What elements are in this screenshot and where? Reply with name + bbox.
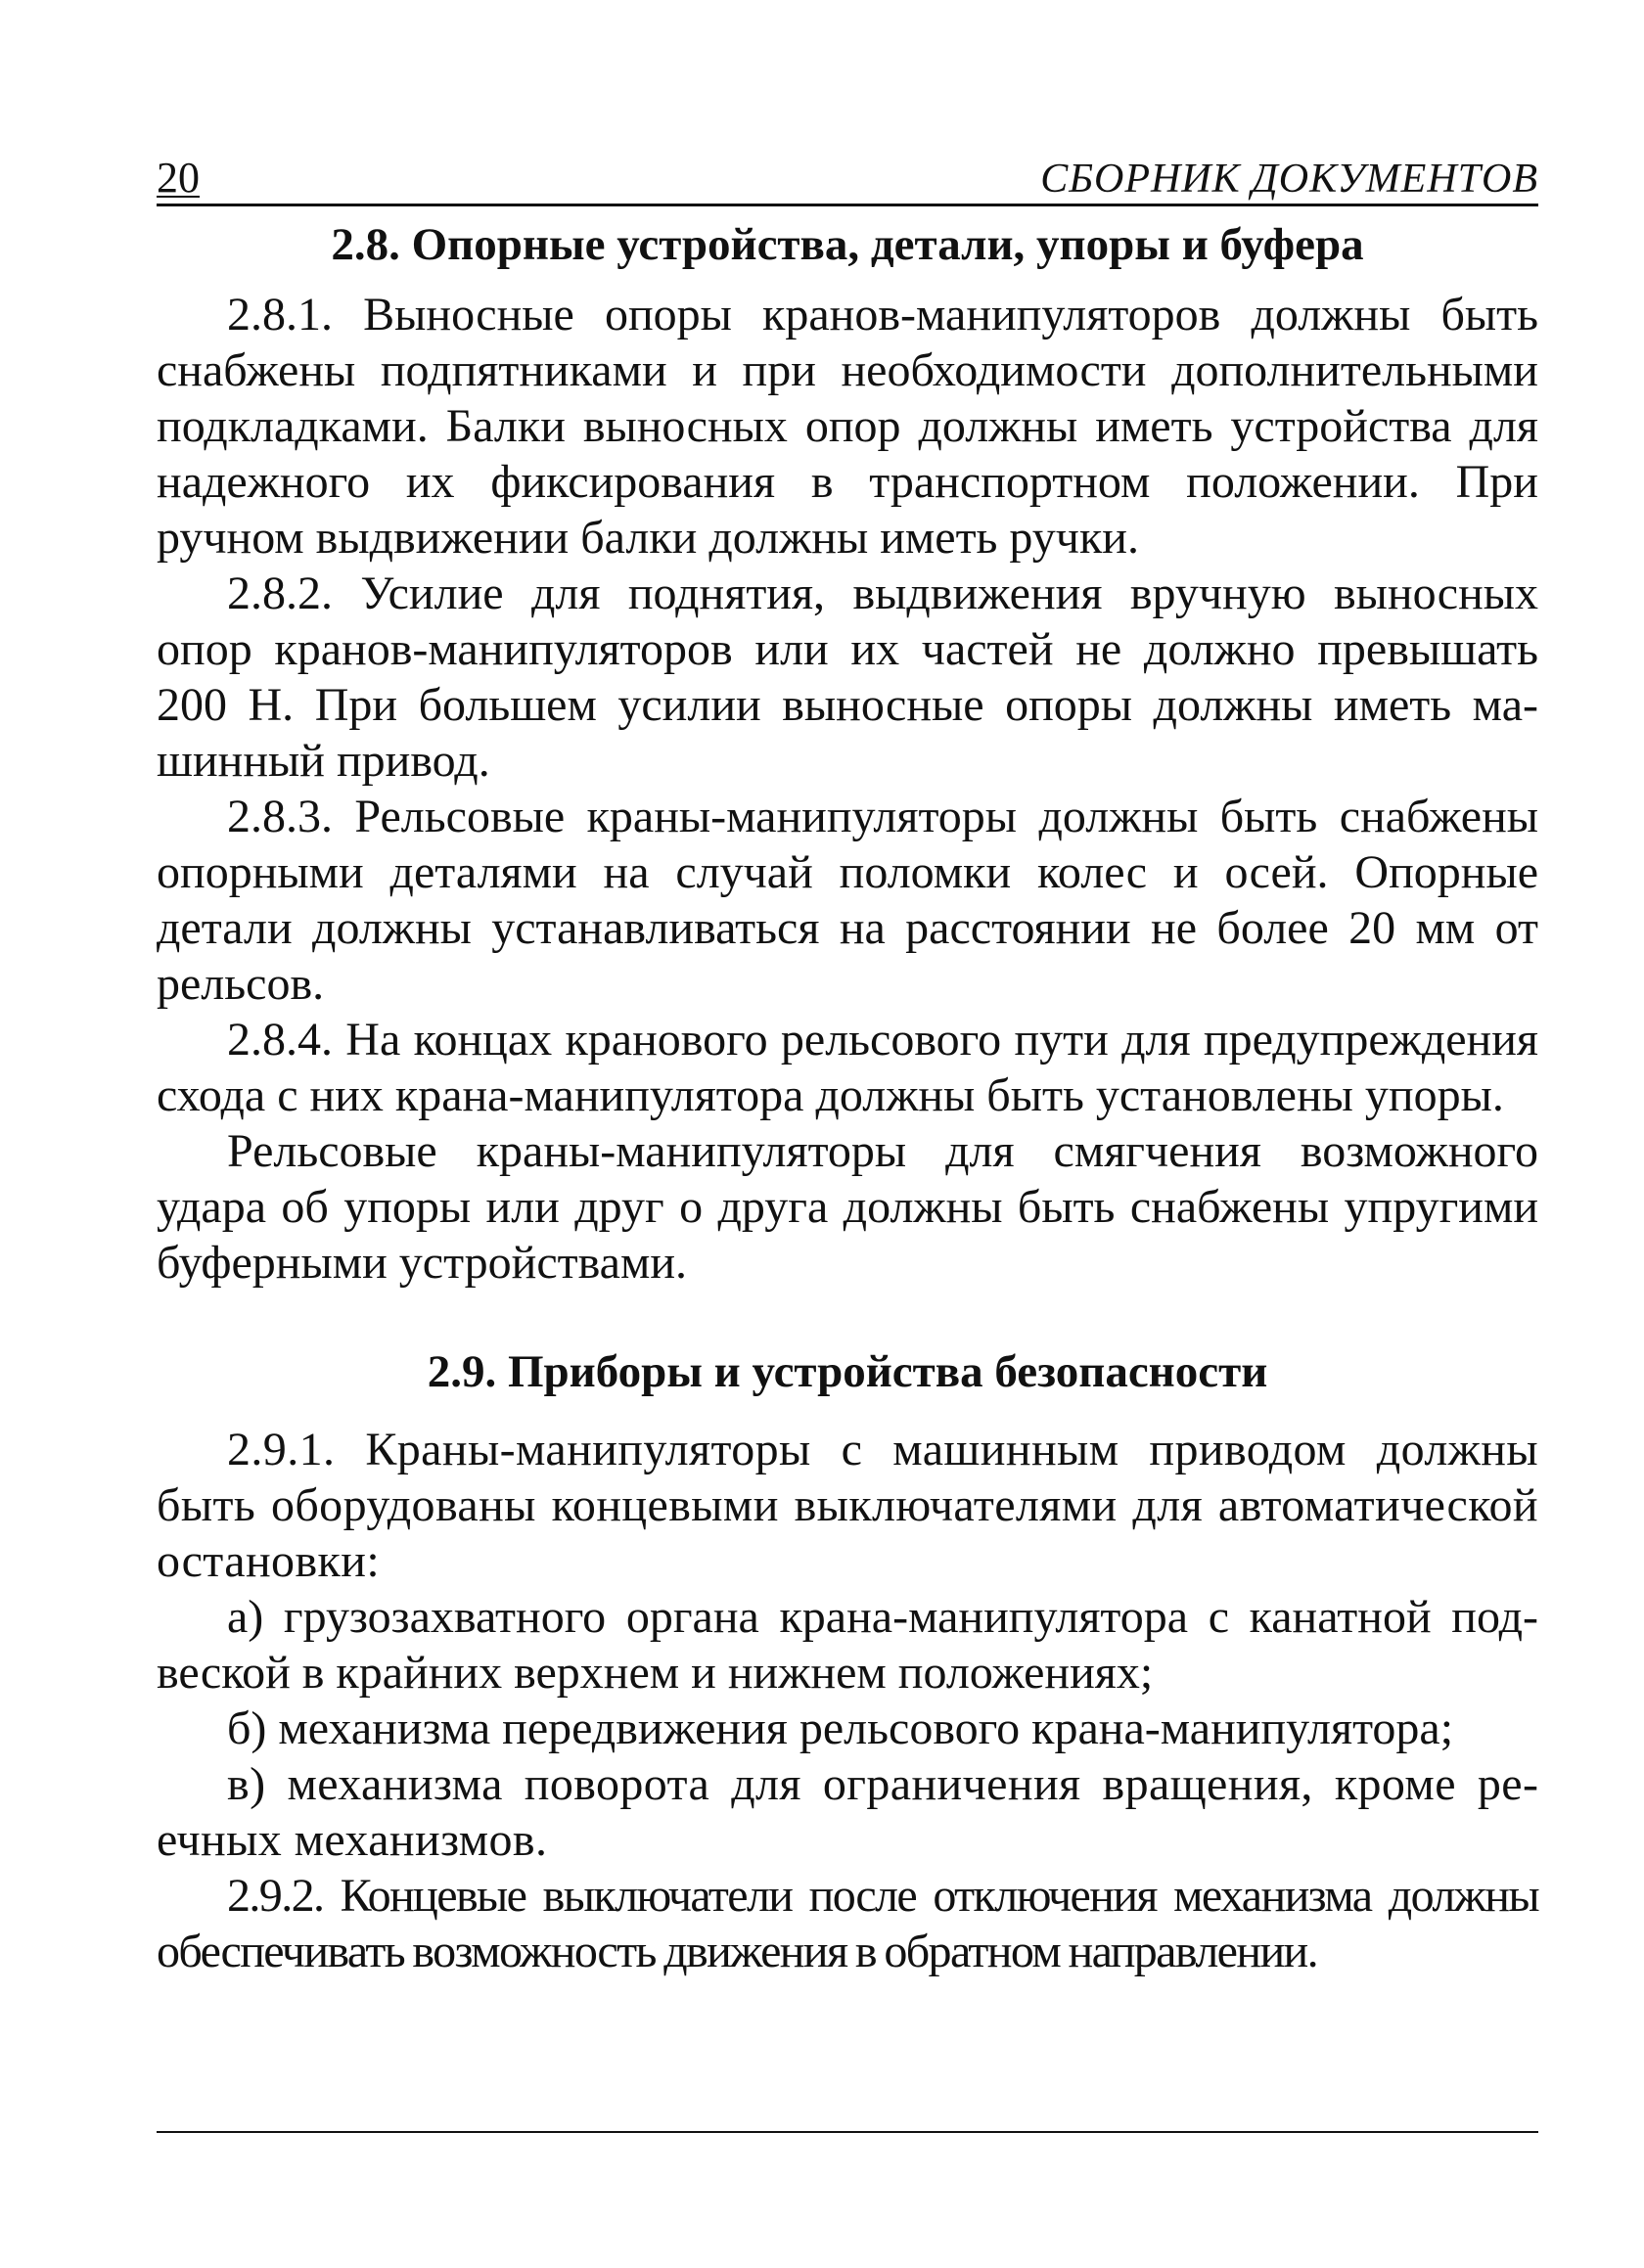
- paragraph: Рельсовые краны-манипуляторы для смягчения возможного удара об упоры или друг о друга должны быть снабжены упругими буферными устройствами.: [157, 1125, 1538, 1289]
- page-body: [157, 217, 1538, 1979]
- page-number: 20: [157, 154, 200, 202]
- paragraph: 2.8.4. На концах кранового рельсового пути для предупреждения схода с них крана-манипулятора должны быть установлены упоры.: [157, 1014, 1538, 1121]
- running-header: [157, 147, 1538, 206]
- collection-title: СБОРНИК ДОКУМЕНТОВ: [1040, 157, 1538, 202]
- paragraph: 2.9.2. Концевые выключатели после отключения механизма должны обеспечивать возможность движения в обратном направлении.: [157, 1870, 1538, 1977]
- paragraph: 2.8.2. Усилие для поднятия, выдвижения вручную выносных опор кранов-манипуляторов или их частей не должно превышать 200 Н. При большем усилии выносные опоры должны иметь машинный привод.: [157, 567, 1538, 787]
- section-heading: 2.9. Приборы и устройства безопасности: [427, 1346, 1268, 1397]
- paragraph: 2.9.1. Краны-манипуляторы с машинным приводом должны быть оборудованы концевыми выключателями для автоматической остановки:: [157, 1424, 1538, 1587]
- list-item: в) механизма поворота для ограничения вращения, кроме реечных механизмов.: [157, 1758, 1538, 1866]
- list-item: б) механизма передвижения рельсового крана-манипулятора;: [227, 1702, 1454, 1754]
- paragraph: 2.8.3. Рельсовые краны-манипуляторы должны быть снабжены опорными деталями на случай поломки колес и осей. Опорные детали должны устанавливаться на расстоянии не более 20 мм от рельсов.: [157, 791, 1538, 1010]
- paragraph: 2.8.1. Выносные опоры кранов-манипуляторов должны быть снабжены подпятниками и при необходимости дополнительными подкладками. Балки выносных опор должны иметь устройства для надежного их фиксирования в транспортном положении. При ручном выдвижении балки должны иметь ручки.: [157, 289, 1538, 564]
- list-item: а) грузозахватного органа крана-манипулятора с канатной подвеской в крайних верхнем и нижнем положениях;: [157, 1591, 1538, 1699]
- footer-rule: [157, 2131, 1538, 2133]
- document-page: [157, 0, 1538, 2268]
- section-heading: 2.8. Опорные устройства, детали, упоры и буфера: [331, 219, 1364, 270]
